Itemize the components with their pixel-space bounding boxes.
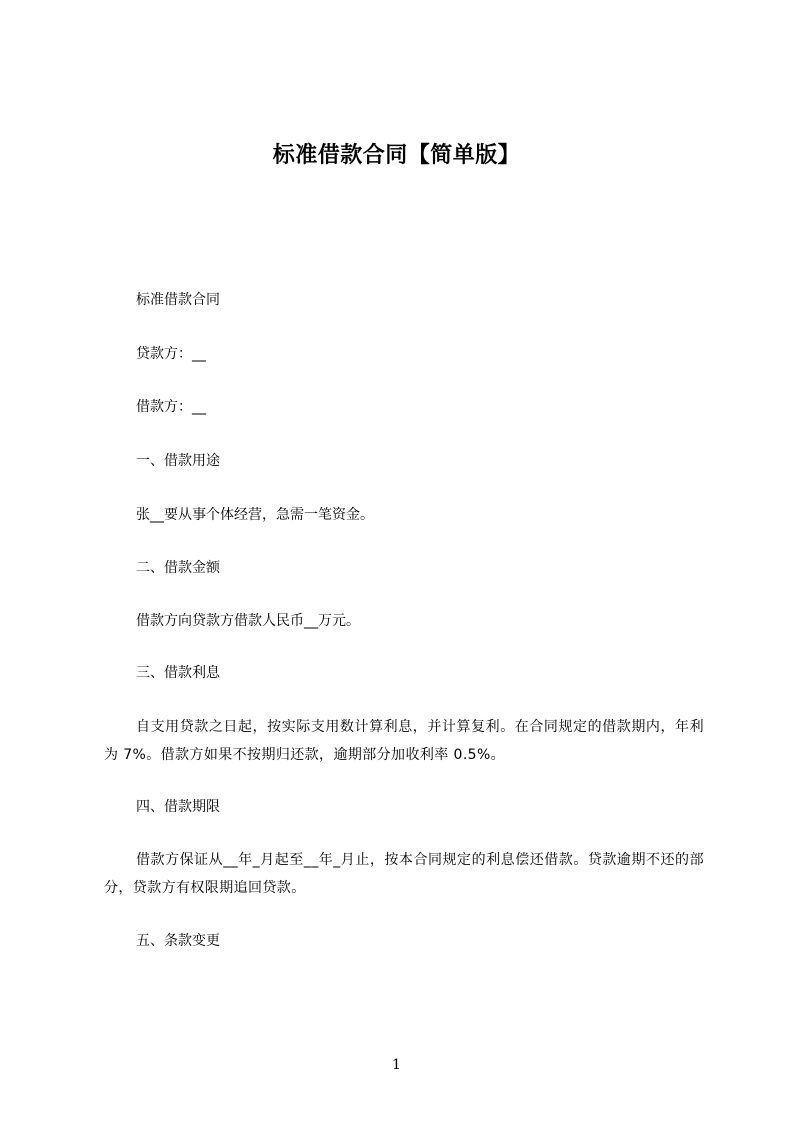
page-number: 1 bbox=[392, 1057, 401, 1073]
section-heading-amendment: 五、条款变更 bbox=[136, 933, 220, 949]
section-heading-purpose: 一、借款用途 bbox=[136, 453, 220, 469]
section-heading-term: 四、借款期限 bbox=[136, 799, 220, 815]
section-body-term: 借款方保证从__年_月起至__年_月止，按本合同规定的利息偿还借款。贷款逾期不还的部分，贷款方有权限期追回贷款。 bbox=[104, 852, 704, 896]
section-heading-amount: 二、借款金额 bbox=[136, 560, 220, 576]
section-body-purpose: 张__要从事个体经营，急需一笔资金。 bbox=[136, 507, 374, 523]
section-body-interest: 自支用贷款之日起，按实际支用数计算利息，并计算复利。在合同规定的借款期内，年利为 7%。借款方如果不按期归还款，逾期部分加收利率 0.5%。 bbox=[104, 719, 704, 763]
lender-field: 贷款方：__ bbox=[136, 346, 206, 362]
document-title: 标准借款合同【简单版】 bbox=[272, 143, 521, 168]
section-heading-interest: 三、借款利息 bbox=[136, 665, 220, 681]
borrower-field: 借款方：__ bbox=[136, 399, 206, 415]
contract-heading: 标准借款合同 bbox=[136, 292, 220, 308]
section-body-amount: 借款方向贷款方借款人民币__万元。 bbox=[136, 613, 360, 629]
